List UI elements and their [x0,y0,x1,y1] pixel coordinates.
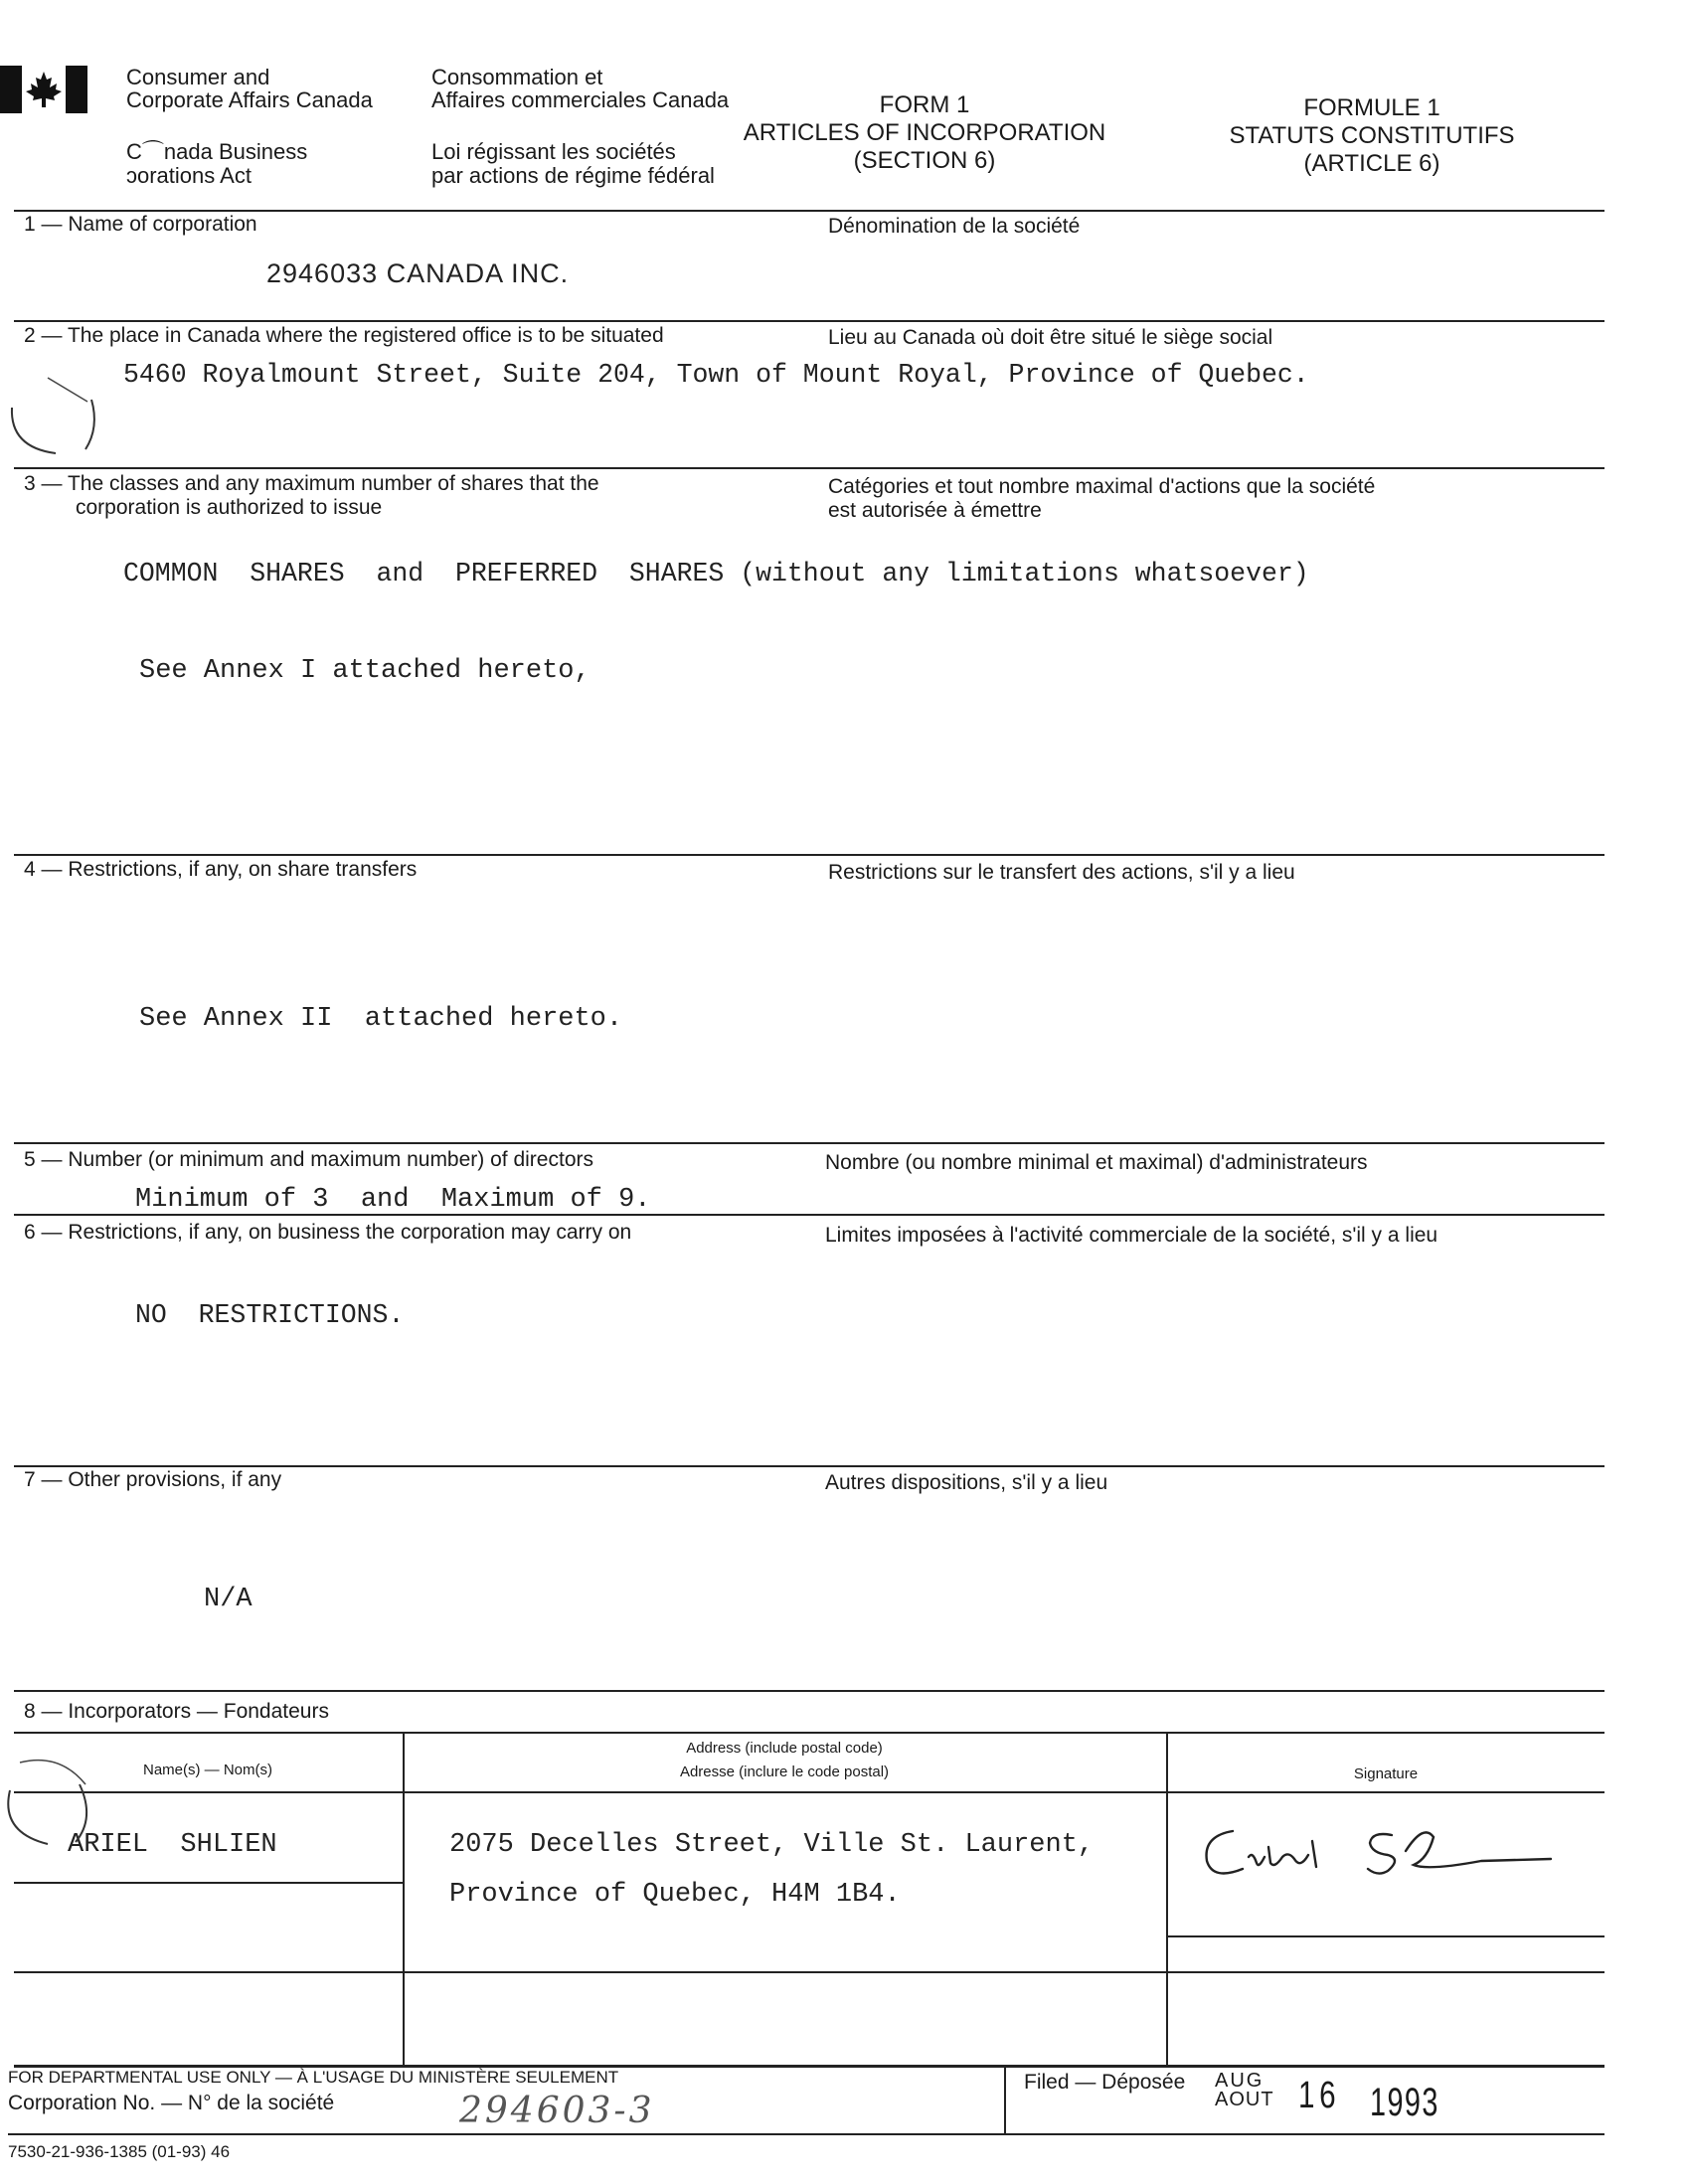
section-1-label-en: 1 — Name of corporation [24,213,257,236]
section-8-label: 8 — Incorporators — Fondateurs [24,1700,329,1723]
section-6-label-fr: Limites imposées à l'activité commerciale de la société, s'il y a lieu [825,1224,1438,1247]
incorporator-signature [1193,1811,1601,1891]
form-number-fr: FORMULE 1 [1303,94,1440,121]
column-header-name: Name(s) — Nom(s) [143,1762,272,1778]
section-4-label-en: 4 — Restrictions, if any, on share transfers [24,858,418,881]
maple-leaf-icon [0,66,87,113]
divider [14,320,1604,322]
punch-hole-mark [0,1755,109,1854]
dept-name-en-line1: Consumer and [126,65,270,89]
corporation-number-value: 294603-3 [459,2091,655,2131]
form-section-en: (SECTION 6) [853,147,996,174]
directors-number-value: Minimum of 3 and Maximum of 9. [135,1185,651,1215]
form-section-fr: (ARTICLE 6) [1303,150,1440,177]
departmental-use-notice: FOR DEPARTMENTAL USE ONLY — À L'USAGE DU MINISTÈRE SEULEMENT [8,2068,619,2087]
punch-hole-mark [0,358,109,457]
stamp-day: 16 [1298,2075,1341,2116]
form-title-en: ARTICLES OF INCORPORATION [743,119,1106,146]
incorporator-address-line2: Province of Quebec, H4M 1B4. [449,1880,901,1910]
section-2-label-en: 2 — The place in Canada where the registered office is to be situated [24,324,664,347]
divider [14,1214,1604,1216]
section-7-label-fr: Autres dispositions, s'il y a lieu [825,1471,1108,1494]
share-transfer-restrictions-value: See Annex II attached hereto. [139,1004,623,1034]
column-header-address-fr: Adresse (inclure le code postal) [679,1764,890,1780]
form-number-en: FORM 1 [879,91,970,118]
canada-flag-logo [0,66,87,113]
section-5-label-en: 5 — Number (or minimum and maximum number) of directors [24,1148,593,1171]
filed-label: Filed — Déposée [1024,2071,1186,2094]
corporation-name-value: 2946033 CANADA INC. [266,258,570,288]
table-top-border [14,1732,1604,1734]
incorporator-name: ARIEL SHLIEN [68,1830,277,1860]
business-restrictions-value: NO RESTRICTIONS. [135,1300,405,1330]
section-3-label-fr-line2: est autorisée à émettre [828,499,1042,522]
corporation-number-label: Corporation No. — N° de la société [8,2092,335,2114]
other-provisions-value: N/A [204,1585,253,1614]
column-header-signature: Signature [1353,1765,1419,1782]
table-row-border [1167,1935,1604,1937]
section-5-label-fr: Nombre (ou nombre minimal et maximal) d'administrateurs [825,1151,1368,1174]
act-name-en-line2: ɔorations Act [126,163,252,188]
footer-divider [1004,2066,1006,2133]
divider [8,2133,1604,2135]
registered-office-value: 5460 Royalmount Street, Suite 204, Town of Mount Royal, Province of Quebec. [123,360,1309,390]
divider [14,467,1604,469]
dept-name-fr-line1: Consommation et [431,65,603,89]
section-7-label-en: 7 — Other provisions, if any [24,1468,282,1491]
section-3-label-fr-line1: Catégories et tout nombre maximal d'actions que la société [828,475,1376,498]
column-header-address-en: Address (include postal code) [686,1740,883,1757]
stamp-month-en: AUG [1215,2070,1265,2092]
table-row-border [14,1971,1604,1973]
section-3-label-en-line1: 3 — The classes and any maximum number of shares that the [24,472,599,495]
share-classes-value: COMMON SHARES and PREFERRED SHARES (without any limitations whatsoever) [123,559,1309,588]
dept-name-fr-line2: Affaires commerciales Canada [431,87,730,112]
table-row-border [14,1882,404,1884]
section-3-label-en-line2: corporation is authorized to issue [76,496,383,519]
act-name-fr-line1: Loi régissant les sociétés [431,139,676,164]
act-name-en-line1: C⌒nada Business [126,139,308,164]
form-code: 7530-21-936-1385 (01-93) 46 [8,2142,231,2161]
section-2-label-fr: Lieu au Canada où doit être situé le siège social [828,326,1273,349]
act-name-fr-line2: par actions de régime fédéral [431,163,715,188]
table-header-border [14,1791,1604,1793]
form-title-fr: STATUTS CONSTITUTIFS [1229,122,1515,149]
divider [14,1142,1604,1144]
share-classes-annex-ref: See Annex I attached hereto, [139,656,591,686]
incorporator-address-line1: 2075 Decelles Street, Ville St. Laurent, [449,1830,1095,1860]
section-6-label-en: 6 — Restrictions, if any, on business the corporation may carry on [24,1221,632,1244]
divider [14,854,1604,856]
dept-name-en-line2: Corporate Affairs Canada [126,87,373,112]
stamp-month-fr: AOUT [1215,2089,1274,2110]
section-1-label-fr: Dénomination de la société [828,215,1081,238]
stamp-year: 1993 [1370,2081,1439,2124]
divider [14,1690,1604,1692]
section-4-label-fr: Restrictions sur le transfert des actions, s'il y a lieu [828,861,1295,884]
